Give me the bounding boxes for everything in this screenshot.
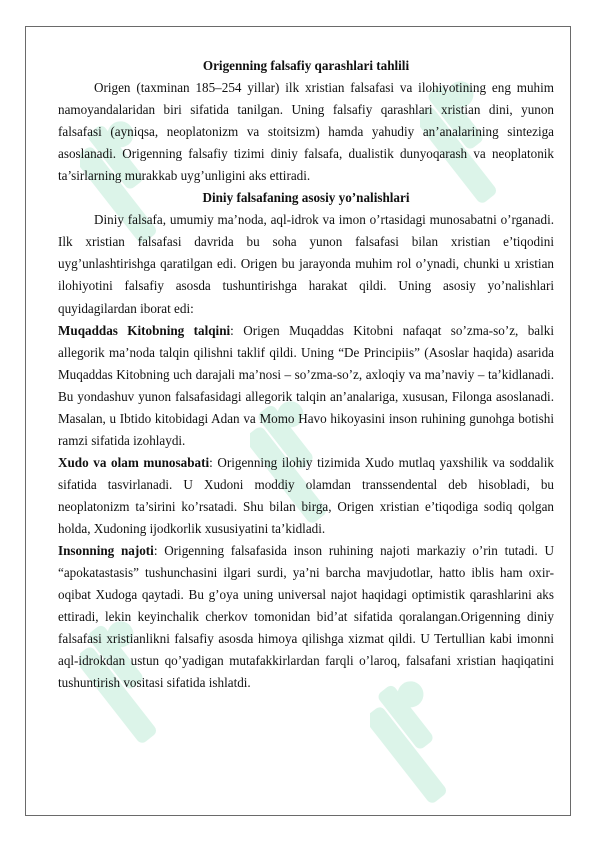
section-scripture-interpretation	[58, 320, 554, 452]
document-title: Origenning falsafiy qarashlari tahlili	[202, 58, 410, 73]
section-text: : Origen Muqaddas Kitobni nafaqat so’zma-so’z, balki allegorik ma’noda talqin qilishni taklif qildi. Uning “De Principiis” (Asoslar haqida) asarida Muqaddas Kitobning uch darajali ma’nosi – so’zma-so’z, axloqiy va ma’naviy – ta’kidlanadi. Bu yondashuv yunon falsafasidagi allegorik talqin an’analariga, xususan, Filonga asoslanadi. Masalan, u Ibtido kitobidagi Adan va Momo Havo hikoyasini inson ruhining gunohga botishi ramzi sifatida izohlaydi.	[58, 322, 554, 448]
section-salvation	[58, 540, 554, 694]
section-term: Xudo va olam munosabati	[58, 454, 210, 470]
overview-paragraph: Diniy falsafa, umumiy ma’noda, aql-idrok va imon o’rtasidagi munosabatni o’rganadi. Ilk xristian falsafasi davrida bu soha yunon falsafasi bilan xristian e’tiqodini uyg’unlashtirishga qaratilgan edi. Origen bu jarayonda muhim rol o’ynadi, chunki u xristian ilohiyotini falsafiy asosda tushuntirishga harakat qildi. Uning asosiy yo’nalishlari quyidagilardan iborat edi:	[58, 212, 554, 316]
section-text: : Origenning ilohiy tizimida Xudo mutlaq yaxshilik va soddalik sifatida tasvirlanadi. U Xudoni moddiy olamdan transsendental deb hisobladi, bu neoplatonizm ta’sirini ko’rsatadi. Shu bilan birga, Origen xristian e’tiqodiga sodiq qolgan holda, Xudoning ijodkorlik xususiyatini ta’kidladi.	[58, 454, 554, 536]
intro-paragraph: Origen (taxminan 185–254 yillar) ilk xristian falsafasi va ilohiyotining eng muhim namoyandalaridan biri sifatida tanilgan. Uning falsafiy qarashlari xristian dini, yunon falsafasi (ayniqsa, neoplatonizm va stoitsizm) hamda yahudiy an’analarining sinteziga asoslanadi. Origenning falsafiy tizimi diniy falsafa, dualistik dunyoqarash va neoplatonik ta’sirlarning murakkab uyg’unligini aks ettiradi.	[58, 80, 554, 184]
section-term: Insonning najoti	[58, 543, 154, 559]
section-god-and-world	[58, 452, 554, 540]
section-text: : Origenning falsafasida inson ruhining najoti markaziy o’rin tutadi. U “apokatastasis” tushunchasini ilgari surdi, ya’ni barcha mavjudotlar, hatto iblis ham oxir-oqibat Xudoga qaytadi. Bu g’oya uning universal najot haqidagi optimistik qarashlarini aks ettiradi, lekin keyinchalik cherkov tomonidan bid’at sifatida qoralangan.Origenning diniy falsafasi xristianlikni falsafiy asosda himoya qilishga xizmat qildi. U Tertullian kabi imonni aql-idrokdan ustun qo’yadigan mutafakkirlardan farqli o’laroq, falsafani xristian haqiqatini tushuntirish vositasi sifatida ishlatdi.	[58, 543, 555, 691]
section-term: Muqaddas Kitobning talqini	[58, 322, 231, 338]
document-body	[58, 55, 554, 694]
section-heading: Diniy falsafaning asosiy yo’nalishlari	[202, 190, 410, 206]
